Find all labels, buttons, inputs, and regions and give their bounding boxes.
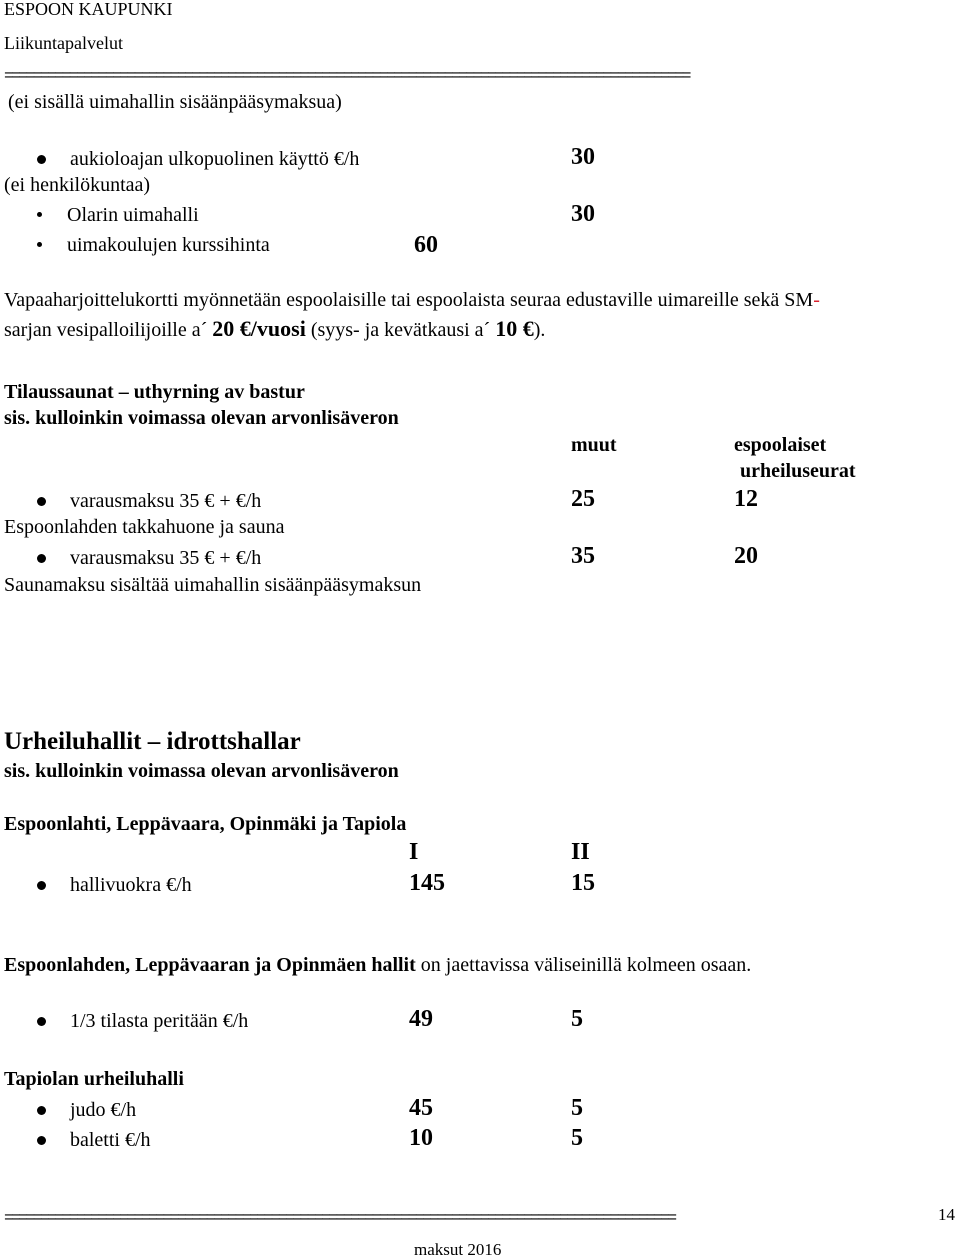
sauna-row1-others: 25 — [571, 486, 595, 512]
sauna-row1-place: Espoonlahden takkahuone ja sauna — [4, 516, 285, 538]
halls-section-title: Urheiluhallit – idrottshallar — [4, 728, 301, 755]
bullet-icon — [37, 1017, 46, 1026]
bullet-icon — [37, 242, 42, 247]
ballet-I: 10 — [409, 1125, 433, 1151]
bullet-icon — [37, 554, 46, 563]
ballet-label: baletti €/h — [70, 1129, 151, 1151]
column-header-local-clubs-1: espoolaiset — [734, 434, 827, 456]
header-separator: =============================================================================================== — [4, 69, 690, 83]
bullet-icon — [37, 497, 46, 506]
swim-school-value: 60 — [414, 232, 438, 258]
divisible-halls-note: Espoonlahden, Leppävaaran ja Opinmäen hallit on jaettavissa väliseinillä kolmeen osaan. — [4, 954, 752, 976]
column-header-local-clubs-2: urheiluseurat — [740, 460, 856, 482]
bullet-icon — [37, 155, 46, 164]
column-header-II: II — [571, 839, 590, 865]
bullet-icon — [37, 212, 42, 217]
document-name: maksut 2016 — [414, 1240, 502, 1259]
staff-note: (ei henkilökuntaa) — [4, 174, 151, 196]
sauna-section-title: Tilaussaunat – uthyrning av bastur — [4, 381, 305, 403]
sauna-row2-others: 35 — [571, 543, 595, 569]
olari-label: Olarin uimahalli — [67, 204, 199, 226]
outside-hours-label: aukioloajan ulkopuolinen käyttö €/h — [70, 148, 360, 170]
pool-entry-note: (ei sisällä uimahallin sisäänpääsymaksua) — [8, 91, 342, 113]
organization-name: ESPOON KAUPUNKI — [4, 0, 173, 19]
third-hall-II: 5 — [571, 1006, 583, 1032]
column-header-I: I — [409, 839, 419, 865]
sauna-row2-local: 20 — [734, 543, 758, 569]
footer-separator: ============================================================================================= — [4, 1211, 675, 1225]
halls-group-title: Espoonlahti, Leppävaara, Opinmäki ja Tapiola — [4, 813, 407, 835]
sauna-row1-label: varausmaksu 35 € + €/h — [70, 490, 262, 512]
hall-rent-label: hallivuokra €/h — [70, 874, 192, 896]
sauna-row1-local: 12 — [734, 486, 758, 512]
sauna-vat-note: sis. kulloinkin voimassa olevan arvonlisäveron — [4, 407, 399, 429]
hall-rent-I: 145 — [409, 870, 445, 896]
outside-hours-value: 30 — [571, 144, 595, 170]
judo-label: judo €/h — [70, 1099, 137, 1121]
olari-value: 30 — [571, 201, 595, 227]
department-name: Liikuntapalvelut — [4, 33, 123, 53]
column-header-others: muut — [571, 434, 617, 456]
training-card-paragraph-line1: Vapaaharjoittelukortti myönnetään espoolaisille tai espoolaista seuraa edustaville uimareille sekä SM- — [4, 289, 820, 311]
swim-school-label: uimakoulujen kurssihinta — [67, 234, 270, 256]
bullet-icon — [37, 1106, 46, 1115]
bullet-icon — [37, 881, 46, 890]
third-hall-I: 49 — [409, 1006, 433, 1032]
sauna-row2-label: varausmaksu 35 € + €/h — [70, 547, 262, 569]
halls-vat-note: sis. kulloinkin voimassa olevan arvonlisäveron — [4, 760, 399, 782]
judo-II: 5 — [571, 1095, 583, 1121]
page-number: 14 — [938, 1205, 955, 1224]
sauna-footnote: Saunamaksu sisältää uimahallin sisäänpääsymaksun — [4, 574, 422, 596]
judo-I: 45 — [409, 1095, 433, 1121]
ballet-II: 5 — [571, 1125, 583, 1151]
bullet-icon — [37, 1136, 46, 1145]
hall-rent-II: 15 — [571, 870, 595, 896]
tapiola-hall-title: Tapiolan urheiluhalli — [4, 1068, 184, 1090]
training-card-paragraph-line2: sarjan vesipalloilijoille a´ 20 €/vuosi (syys- ja kevätkausi a´ 10 €). — [4, 316, 546, 341]
third-hall-label: 1/3 tilasta peritään €/h — [70, 1010, 249, 1032]
